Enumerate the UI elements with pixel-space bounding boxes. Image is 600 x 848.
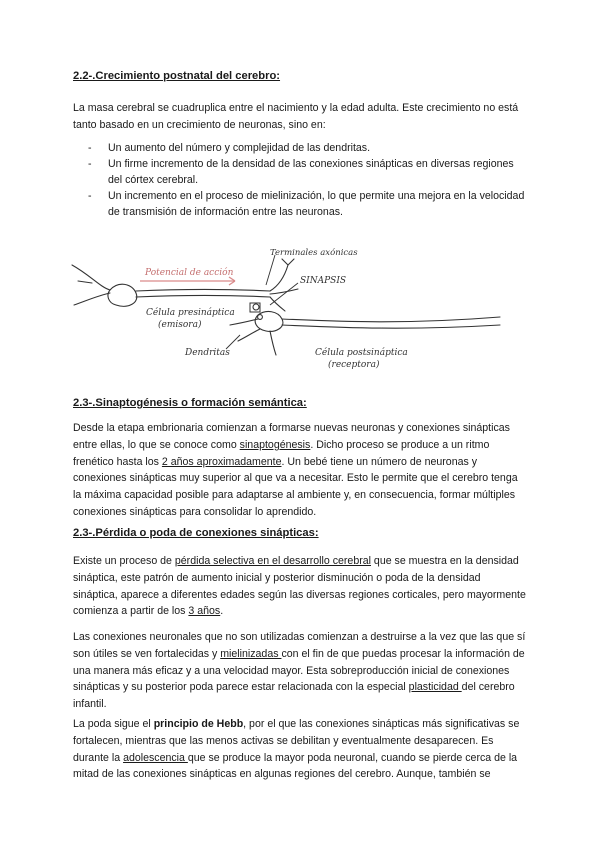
term-plasticidad: plasticidad <box>408 681 462 694</box>
label-presinaptica-emisora: (emisora) <box>158 320 202 330</box>
growth-bullet-list <box>73 140 528 220</box>
list-item: - Un incremento en el proceso de mielinización, lo que permite una mejora en la velocidad de transmisión de información entre las neuronas. <box>88 190 525 218</box>
label-postsinaptica-receptora: (receptora) <box>328 360 380 370</box>
label-celula-postsinaptica: Célula postsináptica <box>315 348 408 358</box>
list-item: - Un aumento del número y complejidad de las dendritas. <box>88 142 371 154</box>
heading-poda-sinaptica: 2.3-.Pérdida o poda de conexiones sinápticas: <box>73 527 319 539</box>
heading-sinaptogenesis: 2.3-.Sinaptogénesis o formación semántica: <box>73 397 307 409</box>
label-celula-presinaptica: Célula presináptica <box>146 308 235 318</box>
term-tres-anos: 3 años <box>188 605 221 618</box>
paragraph-principio-hebb: La poda sigue el principio de Hebb, por el que las conexiones sinápticas más significativas se fortalecen, mientras que las menos activas se debilitan y eventualmente desaparecen. Es durante la adolescencia que se produce la mayor poda neuronal, cuando se pierde cerca de la mitad de las conexiones sinápticas en algunas regiones del cerebro. Aunque, también se <box>73 718 520 781</box>
label-dendritas: Dendritas <box>185 348 230 358</box>
label-potencial-accion: Potencial de acción <box>145 268 234 278</box>
bullet-marker: - <box>88 142 92 154</box>
heading-crecimiento-postnatal: 2.2-.Crecimiento postnatal del cerebro: <box>73 70 281 82</box>
paragraph-perdida-selectiva: Existe un proceso de pérdida selectiva en el desarrollo cerebral que se muestra en la densidad sináptica, este patrón de aumento inicial y posterior disminución o poda de la densidad sináptica, aparece a diferentes edades según las diversas regiones corticales, pero mayormente comienza a partir de los 3 años. <box>73 555 526 618</box>
paragraph-sinaptogenesis: Desde la etapa embrionaria comienzan a formarse nuevas neuronas y conexiones sinápticas entre ellas, lo que se conoce como sinaptogénesis. Dicho proceso se produce a un ritmo frenético hasta los 2 años aproximadamente. Un bebé tiene un número de neuronas y conexiones sinápticas muy superior al que va a necesitar. Esto le permite que el cerebro tenga la máxima capacidad posible para adaptarse al ambiente y, en consecuencia, formar múltiples conexiones sinápticas para consolidar lo aprendido. <box>73 422 518 518</box>
synapse-diagram <box>70 245 510 375</box>
bullet-marker: - <box>88 158 92 170</box>
term-principio-hebb: principio de Hebb <box>153 718 244 730</box>
term-sinaptogenesis: sinaptogénesis <box>239 438 311 451</box>
term-adolescencia: adolescencia <box>123 751 188 764</box>
bullet-marker: - <box>88 190 92 202</box>
paragraph-conexiones-neuronales: Las conexiones neuronales que no son utilizadas comienzan a destruirse a la vez que las que sí son útiles se ven fortalecidas y mielinizadas con el fin de que puedas procesar la información de una manera más eficaz y a una velocidad mayor. Esta sobreproducción inicial de conexiones sinápticas y su posterior poda parece estar relacionada con la especial plasticidad del cerebro infantil. <box>73 631 526 711</box>
label-sinapsis: SINAPSIS <box>300 276 347 286</box>
paragraph-crecimiento-intro: La masa cerebral se cuadruplica entre el nacimiento y la edad adulta. Este crecimiento no está tanto basado en un crecimiento de neuronas, sino en: <box>73 102 519 131</box>
term-dos-anos: 2 años aproximadamente <box>161 455 282 468</box>
term-mielinizadas: mielinizadas <box>220 647 282 660</box>
list-item: - Un firme incremento de la densidad de las conexiones sinápticas en diversas regiones del córtex cerebral. <box>88 158 514 186</box>
label-terminales-axonicas: Terminales axónicas <box>270 248 358 258</box>
action-potential-arrow <box>140 277 235 285</box>
term-perdida-selectiva: pérdida selectiva en el desarrollo cerebral <box>174 555 371 567</box>
